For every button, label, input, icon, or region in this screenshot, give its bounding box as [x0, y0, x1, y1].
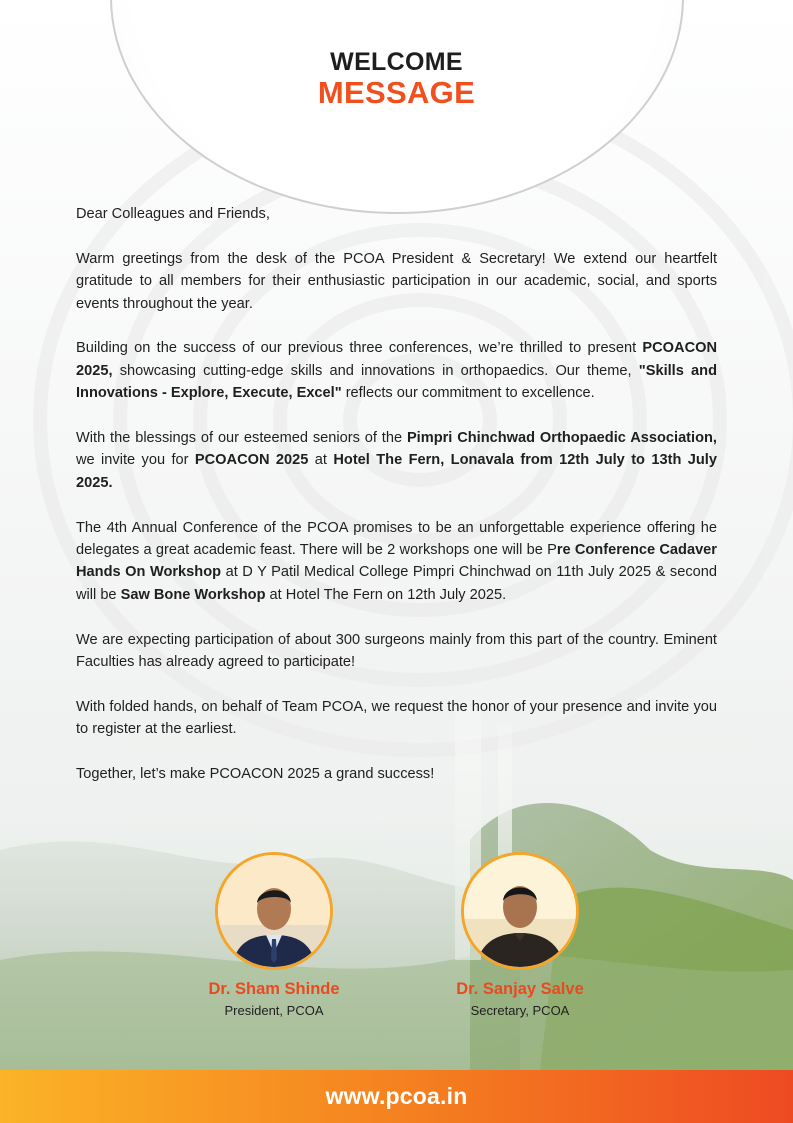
text: The 4th Annual Conference of the PCOA promises to be an unforgettable experience offering he delegates a great academic feast. There will be 2 workshops one will be P	[76, 519, 717, 559]
text: at	[308, 452, 334, 469]
bold-text: Pimpri Chinchwad Orthopaedic Association,	[406, 430, 717, 447]
paragraph-7: Together, let’s make PCOACON 2025 a grand success!	[76, 766, 435, 783]
bold-text: "Skills and Innovations - Explore, Execute, Excel"	[76, 362, 717, 402]
signatory-secretary	[420, 852, 620, 1018]
text: we invite you for	[76, 452, 195, 469]
bold-text: PCOACON 2025	[194, 452, 309, 469]
footer-bar	[0, 1070, 793, 1123]
text: Building on the success of our previous three conferences, we’re thrilled to present	[76, 340, 643, 357]
text: With the blessings of our esteemed seniors of the	[76, 430, 407, 447]
website-link[interactable]: www.pcoa.in	[325, 1083, 468, 1109]
secretary-name: Dr. Sanjay Salve	[456, 980, 584, 998]
bold-text: PCOACON 2025,	[76, 340, 717, 379]
paragraph-1: Warm greetings from the desk of the PCOA President & Secretary! We extend our heartfelt gratitude to all members for their enthusiastic participation in our academic, social, and sports events throughout the year.	[76, 250, 717, 312]
text: at Hotel The Fern on 12th July 2025.	[265, 586, 507, 603]
secretary-photo	[461, 852, 579, 970]
president-role: President, PCOA	[224, 1003, 324, 1018]
bold-text: Saw Bone Workshop	[120, 586, 266, 603]
page-title-message: MESSAGE	[317, 75, 476, 110]
paragraph-2	[76, 337, 717, 404]
text: reflects our commitment to excellence.	[341, 385, 595, 402]
text: at D Y Patil Medical College Pimpri Chinchwad on 11th July 2025 & second will be	[76, 564, 717, 603]
paragraph-4	[76, 517, 717, 607]
president-photo	[215, 852, 333, 970]
paragraph-6: With folded hands, on behalf of Team PCOA, we request the honor of your presence and invite you to register at the earliest.	[76, 698, 717, 738]
salutation: Dear Colleagues and Friends,	[76, 206, 270, 222]
page-title-welcome: WELCOME	[330, 48, 463, 76]
welcome-letter	[76, 203, 717, 785]
text: showcasing cutting-edge skills and innovations in orthopaedics. Our theme,	[112, 362, 639, 379]
paragraph-5: We are expecting participation of about 300 surgeons mainly from this part of the country. Eminent Faculties has already agreed to participate!	[76, 631, 717, 671]
bold-text: Hotel The Fern, Lonavala from 12th July to 13th July 2025.	[76, 452, 717, 491]
paragraph-3	[76, 427, 717, 494]
bold-text: re Conference Cadaver Hands On Workshop	[76, 542, 717, 581]
president-name: Dr. Sham Shinde	[208, 980, 340, 998]
secretary-role: Secretary, PCOA	[470, 1003, 570, 1018]
signatory-president	[174, 852, 374, 1018]
